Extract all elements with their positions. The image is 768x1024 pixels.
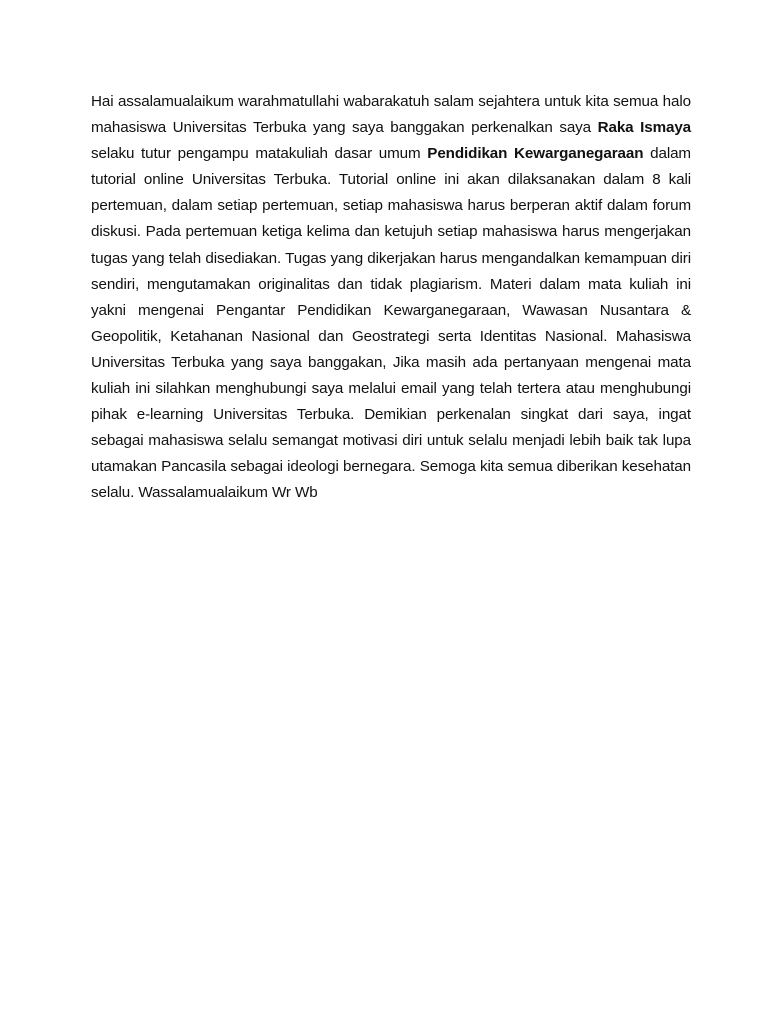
paragraph-text-3: dalam tutorial online Universitas Terbuka. Tutorial online ini akan dilaksanakan dalam 8 kali pertemuan, dalam setiap pertemuan, setiap mahasiswa harus berperan aktif dalam forum diskusi. Pada pertemuan ketiga kelima dan ketujuh setiap mahasiswa harus mengerjakan tugas yang telah disediakan. Tugas yang dikerjakan harus mengandalkan kemampuan diri sendiri, mengutamakan originalitas dan tidak plagiarism. Materi dalam mata kuliah ini yakni mengenai Pengantar Pendidikan Kewarganegaraan, Wawasan Nusantara & Geopolitik, Ketahanan Nasional dan Geostrategi serta Identitas Nasional. Mahasiswa Universitas Terbuka yang saya banggakan, Jika masih ada pertanyaan mengenai mata kuliah ini silahkan menghubungi saya melalui email yang telah tertera atau menghubungi pihak e-learning Universitas Terbuka. Demikian perkenalan singkat dari saya, ingat sebagai mahasiswa selalu semangat motivasi diri untuk selalu menjadi lebih baik tak lupa utamakan Pancasila sebagai ideologi bernegara. Semoga kita semua diberikan kesehatan selalu. Wassalamualaikum Wr Wb bbox=[91, 145, 691, 502]
paragraph-text-2: selaku tutur pengampu matakuliah dasar umum bbox=[91, 145, 428, 163]
tutor-name: Raka Ismaya bbox=[597, 119, 692, 137]
intro-paragraph bbox=[91, 89, 691, 507]
paragraph-text-1: Hai assalamualaikum warahmatullahi wabarakatuh salam sejahtera untuk kita semua halo mahasiswa Universitas Terbuka yang saya banggakan perkenalkan saya bbox=[91, 93, 691, 137]
course-name: Pendidikan Kewarganegaraan bbox=[427, 145, 644, 163]
